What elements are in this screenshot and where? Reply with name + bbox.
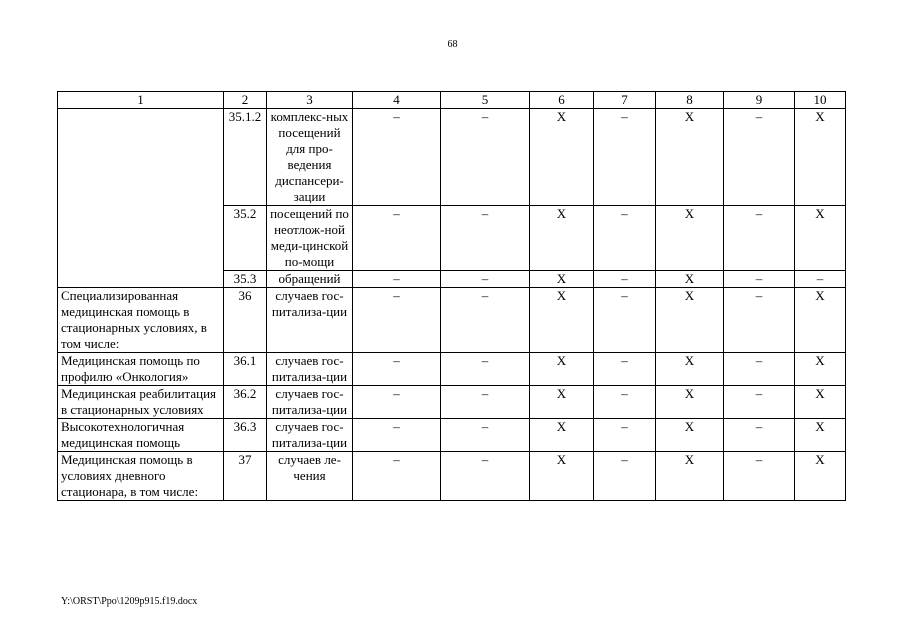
row-code-cell: 35.1.2 xyxy=(224,109,267,206)
unit-cell: комплекс-ных посещений для про-ведения диспансери-зации xyxy=(267,109,353,206)
unit-cell: обращений xyxy=(267,271,353,288)
value-cell: – xyxy=(441,419,530,452)
value-cell: Х xyxy=(530,288,594,353)
table-row xyxy=(58,288,846,353)
value-cell: – xyxy=(724,288,795,353)
value-cell: – xyxy=(441,109,530,206)
row-label-cell: Медицинская помощь по профилю «Онкология» xyxy=(58,353,224,386)
value-cell: – xyxy=(795,271,846,288)
header-cell: 4 xyxy=(353,92,441,109)
value-cell: – xyxy=(724,353,795,386)
row-code-cell: 36.2 xyxy=(224,386,267,419)
value-cell: – xyxy=(353,419,441,452)
row-code-cell: 37 xyxy=(224,452,267,501)
unit-cell: случаев гос-питализа-ции xyxy=(267,386,353,419)
row-label-cell xyxy=(58,109,224,288)
row-label-cell: Специализированная медицинская помощь в стационарных условиях, в том числе: xyxy=(58,288,224,353)
value-cell: Х xyxy=(795,353,846,386)
value-cell: Х xyxy=(795,206,846,271)
value-cell: Х xyxy=(656,386,724,419)
table-header-row xyxy=(58,92,846,109)
table-row xyxy=(58,353,846,386)
table-row xyxy=(58,109,846,206)
value-cell: – xyxy=(353,109,441,206)
value-cell: Х xyxy=(530,452,594,501)
header-cell: 6 xyxy=(530,92,594,109)
value-cell: – xyxy=(353,386,441,419)
value-cell: Х xyxy=(656,452,724,501)
value-cell: – xyxy=(353,271,441,288)
data-table xyxy=(57,91,846,501)
row-code-cell: 35.3 xyxy=(224,271,267,288)
row-code-cell: 36 xyxy=(224,288,267,353)
value-cell: – xyxy=(594,288,656,353)
value-cell: – xyxy=(441,271,530,288)
value-cell: – xyxy=(594,206,656,271)
unit-cell: случаев гос-питализа-ции xyxy=(267,288,353,353)
header-cell: 10 xyxy=(795,92,846,109)
value-cell: Х xyxy=(795,386,846,419)
value-cell: – xyxy=(724,419,795,452)
value-cell: Х xyxy=(530,206,594,271)
value-cell: – xyxy=(441,452,530,501)
value-cell: – xyxy=(353,353,441,386)
value-cell: – xyxy=(724,386,795,419)
header-cell: 1 xyxy=(58,92,224,109)
value-cell: – xyxy=(441,353,530,386)
value-cell: Х xyxy=(795,288,846,353)
header-cell: 5 xyxy=(441,92,530,109)
value-cell: – xyxy=(724,271,795,288)
value-cell: – xyxy=(594,353,656,386)
value-cell: – xyxy=(594,109,656,206)
row-code-cell: 36.3 xyxy=(224,419,267,452)
header-cell: 3 xyxy=(267,92,353,109)
value-cell: – xyxy=(441,288,530,353)
value-cell: Х xyxy=(656,206,724,271)
value-cell: – xyxy=(594,271,656,288)
value-cell: – xyxy=(594,452,656,501)
header-cell: 8 xyxy=(656,92,724,109)
value-cell: Х xyxy=(530,353,594,386)
value-cell: Х xyxy=(656,353,724,386)
value-cell: – xyxy=(724,206,795,271)
table-row xyxy=(58,452,846,501)
value-cell: Х xyxy=(656,288,724,353)
value-cell: – xyxy=(441,206,530,271)
value-cell: Х xyxy=(530,419,594,452)
row-label-cell: Высокотехнологичная медицинская помощь xyxy=(58,419,224,452)
row-label-cell: Медицинская реабилитация в стационарных условиях xyxy=(58,386,224,419)
value-cell: – xyxy=(353,288,441,353)
unit-cell: случаев гос-питализа-ции xyxy=(267,419,353,452)
unit-cell: случаев гос-питализа-ции xyxy=(267,353,353,386)
value-cell: – xyxy=(724,452,795,501)
row-code-cell: 35.2 xyxy=(224,206,267,271)
unit-cell: посещений по неотлож-ной меди-цинской по-мощи xyxy=(267,206,353,271)
value-cell: Х xyxy=(530,386,594,419)
value-cell: Х xyxy=(795,419,846,452)
value-cell: Х xyxy=(530,271,594,288)
table-row xyxy=(58,386,846,419)
page-number: 68 xyxy=(447,39,458,50)
value-cell: Х xyxy=(656,271,724,288)
row-label-cell: Медицинская помощь в условиях дневного стационара, в том числе: xyxy=(58,452,224,501)
header-cell: 2 xyxy=(224,92,267,109)
footer-file-path: Y:\ORST\Ppo\1209p915.f19.docx xyxy=(61,596,198,607)
value-cell: – xyxy=(594,419,656,452)
value-cell: Х xyxy=(795,452,846,501)
row-code-cell: 36.1 xyxy=(224,353,267,386)
value-cell: – xyxy=(724,109,795,206)
value-cell: Х xyxy=(530,109,594,206)
header-cell: 9 xyxy=(724,92,795,109)
unit-cell: случаев ле-чения xyxy=(267,452,353,501)
header-cell: 7 xyxy=(594,92,656,109)
value-cell: Х xyxy=(656,109,724,206)
value-cell: – xyxy=(594,386,656,419)
table-row xyxy=(58,419,846,452)
value-cell: – xyxy=(353,452,441,501)
value-cell: – xyxy=(441,386,530,419)
value-cell: Х xyxy=(795,109,846,206)
value-cell: – xyxy=(353,206,441,271)
value-cell: Х xyxy=(656,419,724,452)
